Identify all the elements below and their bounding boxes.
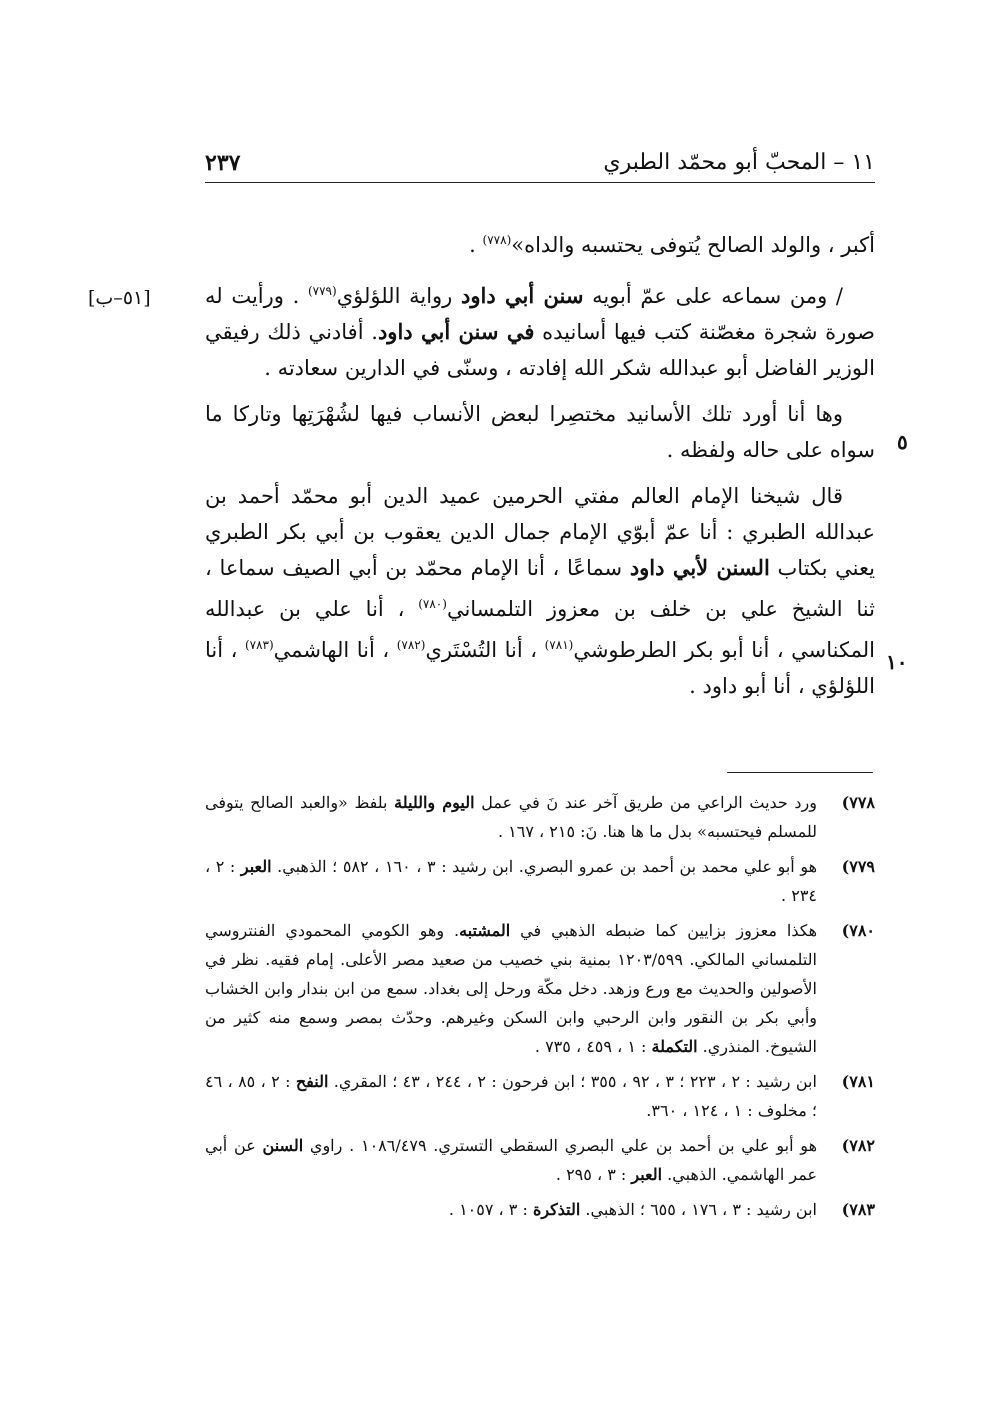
paragraph-2 (205, 273, 875, 386)
footnote-source-title: النفح (295, 1072, 329, 1091)
paragraph-4-text-d: ، أنا علي بن عبدالله المكناسي ، أنا أبو بكر الطرطوشي (205, 597, 875, 662)
footnote-780 (205, 916, 875, 1061)
footnote-text-b: بلفظ «والعبد الصالح يتوفى للمسلم فيحتسبه» بدل ما ها هنا. نَ: ٢١٥ ، ١٦٧ . (205, 793, 817, 841)
footnote-rule (727, 772, 873, 773)
book-title-sunan-3: السنن لأبي داود (629, 555, 770, 580)
footnote-782 (205, 1131, 875, 1189)
footnote-ref-783: (٧٨٣) (244, 638, 274, 652)
footnote-text-c: : ٣ ، ٢٩٥ . (555, 1165, 632, 1184)
footnote-source-title: اليوم والليلة (394, 793, 475, 812)
header-rule (205, 182, 875, 183)
footnote-ref-779: (٧٧٩) (307, 284, 337, 298)
footnote-779 (205, 852, 875, 910)
footnote-source-title-2: العبر (631, 1165, 663, 1184)
footnote-ref-781: (٧٨١) (544, 638, 574, 652)
footnote-text-a: هو أبو علي محمد بن أحمد بن عمرو البصري. ابن رشيد : ٣ ، ١٦٠ ، ٥٨٢ ؛ الذهبي. (271, 857, 818, 876)
folio-marker: [٥١–ب] (88, 287, 151, 309)
footnote-number: ٧٨٣) (841, 1200, 875, 1219)
paragraph-4-text-e: ، أنا التُسْتَري (425, 638, 545, 662)
footnote-778 (205, 788, 875, 846)
paragraph-4-text-g: ، أنا اللؤلؤي ، أنا أبو داود . (205, 638, 875, 698)
footnote-text-b: عن أبي عمر الهاشمي. الذهبي. (205, 1136, 817, 1184)
footnote-text-a: هكذا معزوز بزايين كما ضبطه الذهبي في (510, 921, 818, 940)
running-title: ١١ – المحبّ أبو محمّد الطبري (603, 150, 875, 175)
footnote-number: ٧٨٠) (841, 921, 875, 940)
paragraph-2-text-e: . أفادني ذلك رفيقي الوزير الفاضل أبو عبدالله شكر الله إفادته ، وسنّى في الدارين سعادته . (205, 320, 875, 380)
paragraph-1-text: أكبر ، والولد الصالح يُتوفى يحتسبه والداه» (511, 233, 875, 257)
footnote-number: ٧٨١) (841, 1072, 875, 1091)
footnote-text (205, 1067, 817, 1125)
footnote-text-a: ورد حديث الراعي من طريق آخر عند نَ في عمل (474, 793, 818, 812)
footnote-source-title-2: التكملة (651, 1037, 698, 1056)
footnote-number: ٧٧٨) (841, 793, 875, 812)
footnote-text-b: : ٢ ، ٢٣٤ . (205, 857, 817, 905)
footnote-text-b: : ٢ ، ٨٥ ، ٤٦ ؛ مخلوف : ١ ، ١٢٤ ، ٣٦٠. (205, 1072, 817, 1120)
footnote-ref-782: (٧٨٢) (396, 638, 426, 652)
footnote-number: ٧٧٩) (841, 857, 875, 876)
paragraph-2-text-d: . ورأيت له صورة شجرة مغصّنة كتب فيها أسانيده (205, 284, 875, 344)
paragraph-2-text-c: رواية اللؤلؤي (336, 284, 461, 308)
footnote-781 (205, 1067, 875, 1125)
footnote-text-b: . وهو الكومي المحمودي الفنتروسي التلمساني المالكي. ١٢٠٣/٥٩٩ بمنية بني خصيب من صعيد مصر الأعلى. إمام فقيه. نظر في الأصولين والحديث مع ورع وزهد. دخل مكّة ورحل إلى بغداد. سمع من ابن بندار وابن الخشاب وأبي بكر بن النقور وابن الرحبي وابن السكن وغيرهم. وحدّث بمصر وسمع منه كثير من الشيوخ. المنذري. (205, 921, 817, 1056)
line-number-10: ١٠ (886, 650, 908, 674)
paragraph-4 (205, 478, 875, 704)
footnote-source-title: المشتبه (459, 921, 511, 940)
main-text (205, 222, 875, 714)
paragraph-4-text-a: قال شيخنا الإمام العالم مفتي الحرمين عميد الدين أبو محمّد أحمد بن عبدالله الطبري : أنا عمّ أبوّي الإمام جمال الدين يعقوب بن أبي بكر الطبري يعني بكتاب (205, 484, 875, 580)
paragraph-1 (205, 222, 875, 263)
footnote-text (205, 916, 817, 1061)
footnote-text-b: : ٣ ، ١٠٥٧ . (448, 1200, 533, 1219)
line-number-5: ٥ (897, 430, 908, 454)
footnote-ref-778: (٧٧٨) (482, 233, 512, 247)
footnote-number: ٧٨٢) (841, 1136, 875, 1155)
footnote-text-a: ابن رشيد : ٣ ، ١٧٦ ، ٦٥٥ ؛ الذهبي. (580, 1200, 817, 1219)
paragraph-3: وها أنا أورد تلك الأسانيد مختصِرا لبعض الأنساب فيها لشُهْرَتِها وتاركا ما سواه على حاله ولفظه . (205, 402, 875, 462)
footnote-source-title: التذكرة (532, 1200, 581, 1219)
footnote-text-a: ابن رشيد : ٢ ، ٢٢٣ ؛ ٣ ، ٩٢ ، ٣٥٥ ؛ ابن فرحون : ٢ ، ٢٤٤ ، ٤٣ ؛ المقري. (328, 1072, 817, 1091)
footnote-783 (205, 1195, 875, 1224)
paragraph-2-text-a: / ومن سماعه على عمّ أبويه (583, 284, 844, 308)
footnote-text-c: : ١ ، ٤٥٩ ، ٧٣٥ . (534, 1037, 652, 1056)
page-number: ٢٣٧ (205, 150, 241, 176)
footnote-ref-780: (٧٨٠) (418, 597, 447, 611)
paragraph-4-text-c: سماعًا ، أنا الإمام محمّد بن أبي الصيف سماعا ، ثنا الشيخ علي بن خلف بن معزوز التلمساني (205, 556, 875, 621)
footnotes (205, 788, 875, 1230)
footnote-source-title: السنن (262, 1136, 304, 1155)
book-title-sunan: سنن أبي داود (461, 283, 584, 308)
footnote-text (205, 1131, 817, 1189)
footnote-text (205, 788, 817, 846)
footnote-text (205, 852, 817, 910)
paragraph-4-text-f: ، أنا الهاشمي (273, 638, 397, 662)
page-header (205, 150, 875, 180)
book-title-sunan-2: في سنن أبي داود (377, 319, 535, 344)
footnote-source-title: العبر (240, 857, 272, 876)
footnote-text-a: هو أبو علي بن أحمد بن علي البصري السقطي التستري. ١٠٨٦/٤٧٩ . راوي (303, 1136, 818, 1155)
footnote-text (205, 1195, 817, 1224)
paragraph-1-end: . (469, 233, 483, 257)
